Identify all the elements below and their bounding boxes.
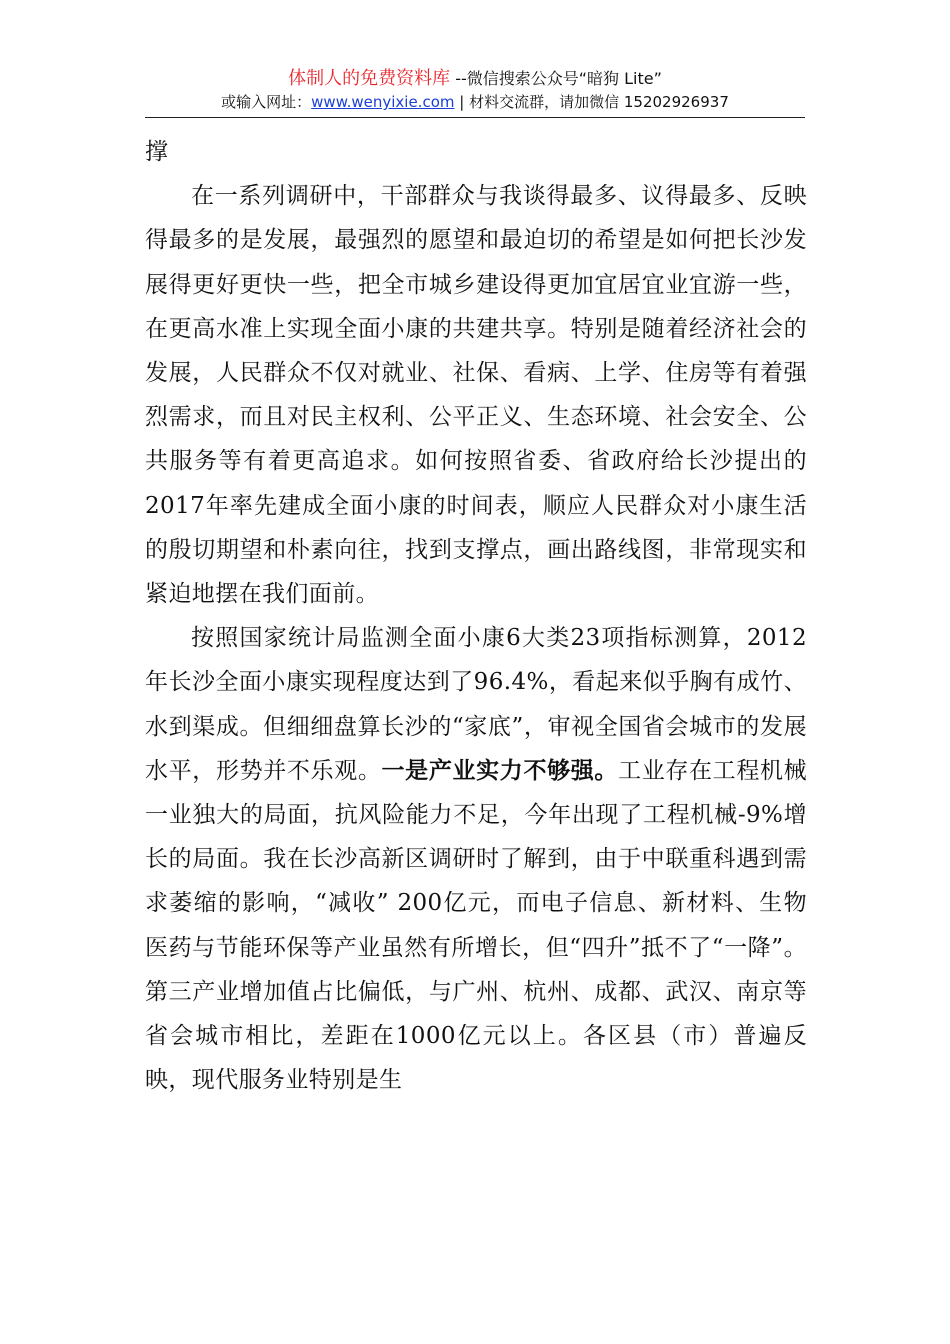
paragraph-development: 在一系列调研中，干部群众与我谈得最多、议得最多、反映得最多的是发展，最强烈的愿望和最迫切的希望是如何把长沙发展得更好更快一些，把全市城乡建设得更加宜居宜业宜游一些，在更高水准上实现全面小康的共建共享。特别是随着经济社会的发展，人民群众不仅对就业、社保、看病、上学、住房等有着强烈需求，而且对民主权利、公平正义、生态环境、社会安全、公共服务等有着更高追求。如何按照省委、省政府给长沙提出的2017年率先建成全面小康的时间表，顺应人民群众对小康生活的殷切期望和朴素向往，找到支撑点，画出路线图，非常现实和紧迫地摆在我们面前。: [145, 183, 807, 608]
header-line-2: [145, 90, 805, 114]
page-header: [145, 68, 805, 114]
bold-heading-industry: 一是产业实力不够强。: [381, 756, 619, 784]
header-separator: |: [459, 93, 465, 111]
website-link[interactable]: www.wenyixie.com: [311, 93, 455, 111]
paragraph-industry-rest: 工业存在工程机械一业独大的局面，抗风险能力不足，今年出现了工程机械-9%增长的局面。我在长沙高新区调研时了解到，由于中联重科遇到需求萎缩的影响，“减收” 200亿元，而电子信息、新材料、生物医药与节能环保等产业虽然有所增长，但“四升”抵不了“一降”。第三产业增加值占比偏低，与广州、杭州、成都、武汉、南京等省会城市相比，差距在1000亿元以上。各区县（市）普遍反映，现代服务业特别是生: [145, 757, 808, 1094]
wechat-note: --微信搜索公众号“暗狗 Lite”: [455, 69, 662, 88]
brand-name: 体制人的免费资料库: [288, 68, 451, 89]
paragraph-continuation: 撑: [145, 139, 169, 165]
header-divider: [145, 117, 805, 118]
paragraph-industry-lead: 按照国家统计局监测全面小康6大类23项指标测算，2012年长沙全面小康实现程度达到了96.4%，看起来似乎胸有成竹、水到渠成。但细细盘算长沙的“家底”，审视全国省会城市的发展水平，形势并不乐观。: [145, 625, 807, 784]
header-line-1: [145, 68, 805, 90]
paragraph-industry: [145, 616, 807, 1102]
document-body: [145, 130, 807, 1102]
url-prefix: 或输入网址：: [221, 93, 312, 111]
group-note: 材料交流群，请加微信 15202926937: [469, 93, 729, 111]
